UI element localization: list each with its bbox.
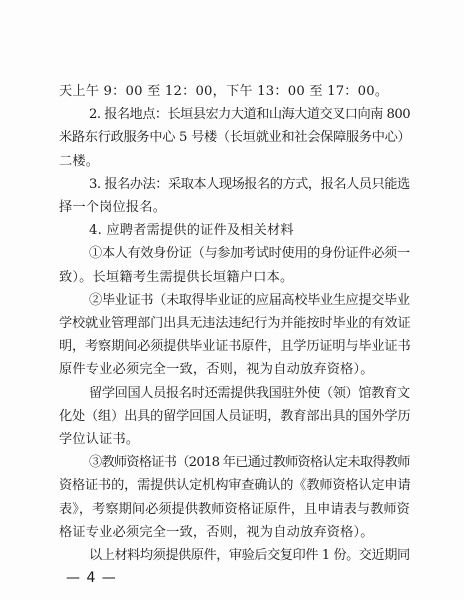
text-line: 3. 报名办法：采取本人现场报名的方式，报名人员只能选	[89, 176, 410, 192]
page-number: — 4 —	[66, 570, 117, 586]
text-line: 学校就业管理部门出具无违法违纪行为并能按时毕业的有效证	[59, 316, 411, 331]
text-line: 4. 应聘者需提供的证件及相关材料	[89, 223, 294, 239]
text-line: 格证专业必须完全一致，否则，视为自动放弃资格）。	[59, 524, 374, 540]
text-line: ①本人有效身份证（与参加考试时使用的身份证件必须一	[89, 246, 410, 262]
text-line: 原件专业必须完全一致，否则，视为自动放弃资格）。	[59, 362, 374, 378]
text-line: 择一个岗位报名。	[59, 200, 167, 215]
text-line: 以上材料均须提供原件，审验后交复印件 1 份。交近期同	[89, 548, 410, 563]
text-line: 表》，考察期间必须提供教师资格证原件，且申请表与教师资	[59, 501, 410, 517]
text-line: 留学回国人员报名时还需提供我国驻外使（领）馆教育文	[89, 385, 410, 401]
text-line: 致）。长垣籍考生需提供长垣籍户口本。	[59, 269, 294, 285]
text-line: 明，考察期间必须提供毕业证书原件，且学历证明与毕业证书	[59, 339, 411, 355]
text-line: 二楼。	[59, 153, 100, 169]
text-line: 天上午 9：00 至 12：00，下午 13：00 至 17：00。	[59, 84, 389, 99]
text-line: 资格证书的，需提供认定机构审查确认的《教师资格认定申请	[59, 478, 411, 494]
text-line: ②毕业证书（未取得毕业证的应届高校毕业生应提交毕业	[89, 292, 410, 308]
text-line: 化处（组）出具的留学回国人员证明，教育部出具的国外学历	[59, 408, 411, 424]
text-line: 2. 报名地点：长垣县宏力大道和山海大道交叉口向南 800	[89, 107, 411, 123]
text-line: 学位认证书。	[59, 432, 140, 447]
text-line: ③教师资格证书（2018 年已通过教师资格认定未取得教师	[89, 455, 410, 471]
text-line: 米路东行政服务中心 5 号楼（长垣就业和社会保障服务中心）	[59, 130, 411, 146]
